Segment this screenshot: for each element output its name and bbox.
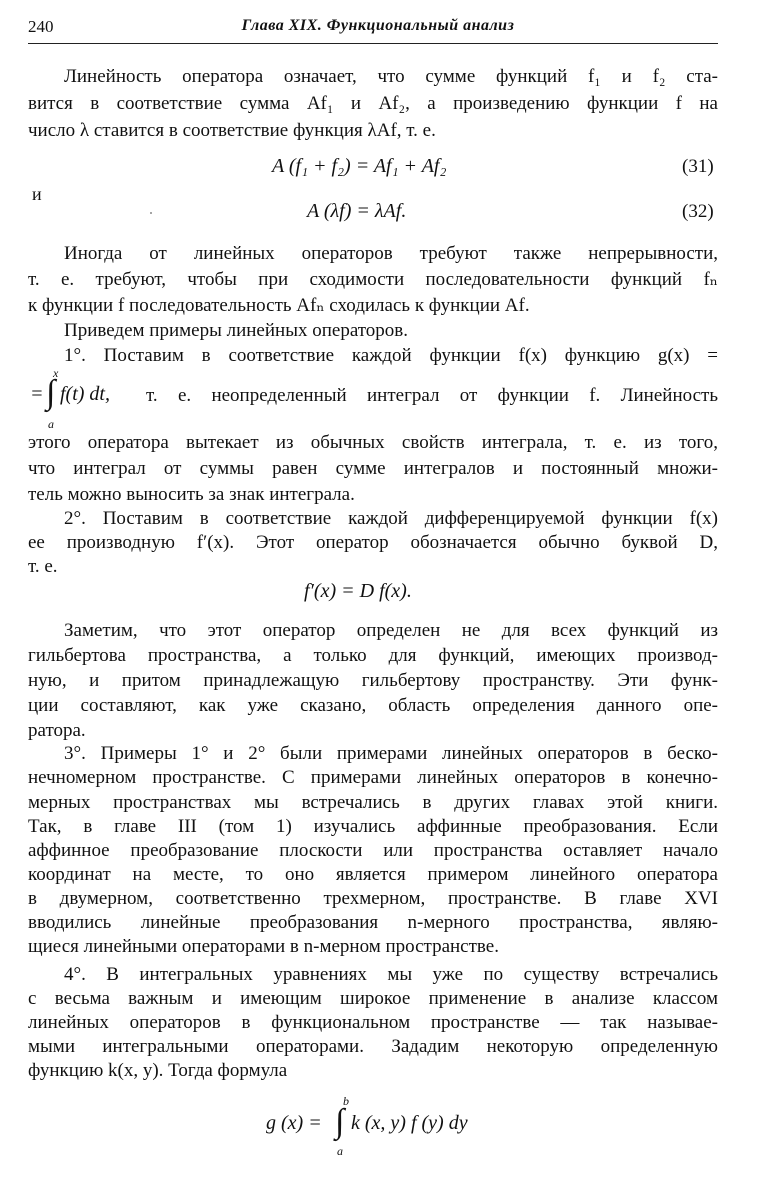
page-number: 240: [28, 17, 54, 36]
text-line: 3°. Примеры 1° и 2° были примерами линейных операторов в беско-: [64, 743, 718, 764]
page-header: [28, 17, 728, 41]
text-line: число λ ставится в соответствие функция λAf, т. е.: [28, 120, 436, 141]
integral-sign: ∫: [335, 1103, 345, 1140]
integral-upper-limit: b: [343, 1094, 349, 1108]
equation-number-32: (32): [682, 201, 714, 222]
text-line: т. е. требуют, чтобы при сходимости последовательности функций fₙ: [28, 269, 718, 290]
integral-body: f(t) dt,: [60, 383, 110, 405]
text-line: линейных операторов в функциональном пространстве — так называе-: [28, 1012, 718, 1033]
text-line: Линейность оператора означает, что сумме функций f₁ и f₂ ста-: [64, 66, 718, 87]
integral-upper-limit: x: [53, 366, 59, 380]
text-line: 1°. Поставим в соответствие каждой функции f(x) функцию g(x) =: [64, 345, 718, 366]
text-line: щиеся линейными операторами в n-мерном пространстве.: [28, 936, 499, 957]
text-line: Иногда от линейных операторов требуют также непрерывности,: [64, 243, 718, 264]
text-line: ратора.: [28, 720, 86, 741]
print-speck: [150, 212, 152, 214]
running-title: Глава XIX. Функциональный анализ: [241, 17, 515, 34]
text-line: гильбертова пространства, а только для функций, имеющих производ-: [28, 645, 718, 666]
text-line: т. е. неопределенный интеграл от функции f. Линейность: [146, 385, 718, 406]
text-line: с весьма важным и имеющим широкое применение в анализе классом: [28, 988, 718, 1009]
text-line: к функции f последовательность Afₙ сходилась к функции Af.: [28, 295, 530, 316]
text-line: мерных пространствах мы встречались в других главах этой книги.: [28, 792, 718, 813]
header-rule: [28, 43, 718, 44]
text-line: ее производную f′(x). Этот оператор обозначается обычно буквой D,: [28, 532, 718, 553]
text-line: в двумерном, соответственно трехмерном, пространстве. В главе XVI: [28, 888, 718, 909]
integral-lower-limit: a: [48, 417, 54, 431]
text-line: мыми интегральными операторами. Зададим некоторую определенную: [28, 1036, 718, 1057]
text-line: вводились линейные преобразования n-мерного пространства, являю-: [28, 912, 718, 933]
text-line: 2°. Поставим в соответствие каждой дифференцируемой функции f(x): [64, 508, 718, 529]
text-line: тель можно выносить за знак интеграла.: [28, 484, 355, 505]
integral-formula-body: k (x, y) f (y) dy: [351, 1112, 468, 1134]
text-line: координат на месте, то оно является примером линейного оператора: [28, 864, 718, 885]
text-line: 4°. В интегральных уравнениях мы уже по существу встречались: [64, 964, 718, 985]
text-line: ции составляют, как уже сказано, область определения данного опе-: [28, 695, 718, 716]
integral-sign: ∫: [46, 374, 56, 411]
text-line: ную, и притом принадлежащую гильбертову пространству. Эти функ-: [28, 670, 718, 691]
text-line: нечномерном пространстве. С примерами линейных операторов в конечно-: [28, 767, 718, 788]
text-line: т. е.: [28, 556, 58, 577]
derivative-equation: f′(x) = D f(x).: [304, 580, 412, 602]
integral-lower-limit: a: [337, 1144, 343, 1158]
text-line: Приведем примеры линейных операторов.: [64, 320, 409, 341]
conjunction-and: и: [32, 184, 42, 204]
text-line: этого оператора вытекает из обычных свойств интеграла, т. е. из того,: [28, 432, 718, 453]
text-line: аффинное преобразование плоскости или пространства оставляет начало: [28, 840, 718, 861]
text-line: вится в соответствие сумма Af₁ и Af₂, а произведению функции f на: [28, 93, 718, 114]
text-line: Так, в главе III (том 1) изучались аффинные преобразования. Если: [28, 816, 718, 837]
equation-32: A (λf) = λAf.: [307, 200, 407, 222]
text-line: Заметим, что этот оператор определен не для всех функций из: [64, 620, 718, 641]
text-line: функцию k(x, y). Тогда формула: [28, 1060, 288, 1081]
integral-formula-lhs: g (x) =: [266, 1112, 322, 1134]
equation-number-31: (31): [682, 156, 714, 177]
integral-equals: =: [30, 383, 44, 405]
equation-31: A (f₁ + f₂) = Af₁ + Af₂: [272, 155, 447, 177]
text-line: что интеграл от суммы равен сумме интегралов и постоянный множи-: [28, 458, 718, 479]
